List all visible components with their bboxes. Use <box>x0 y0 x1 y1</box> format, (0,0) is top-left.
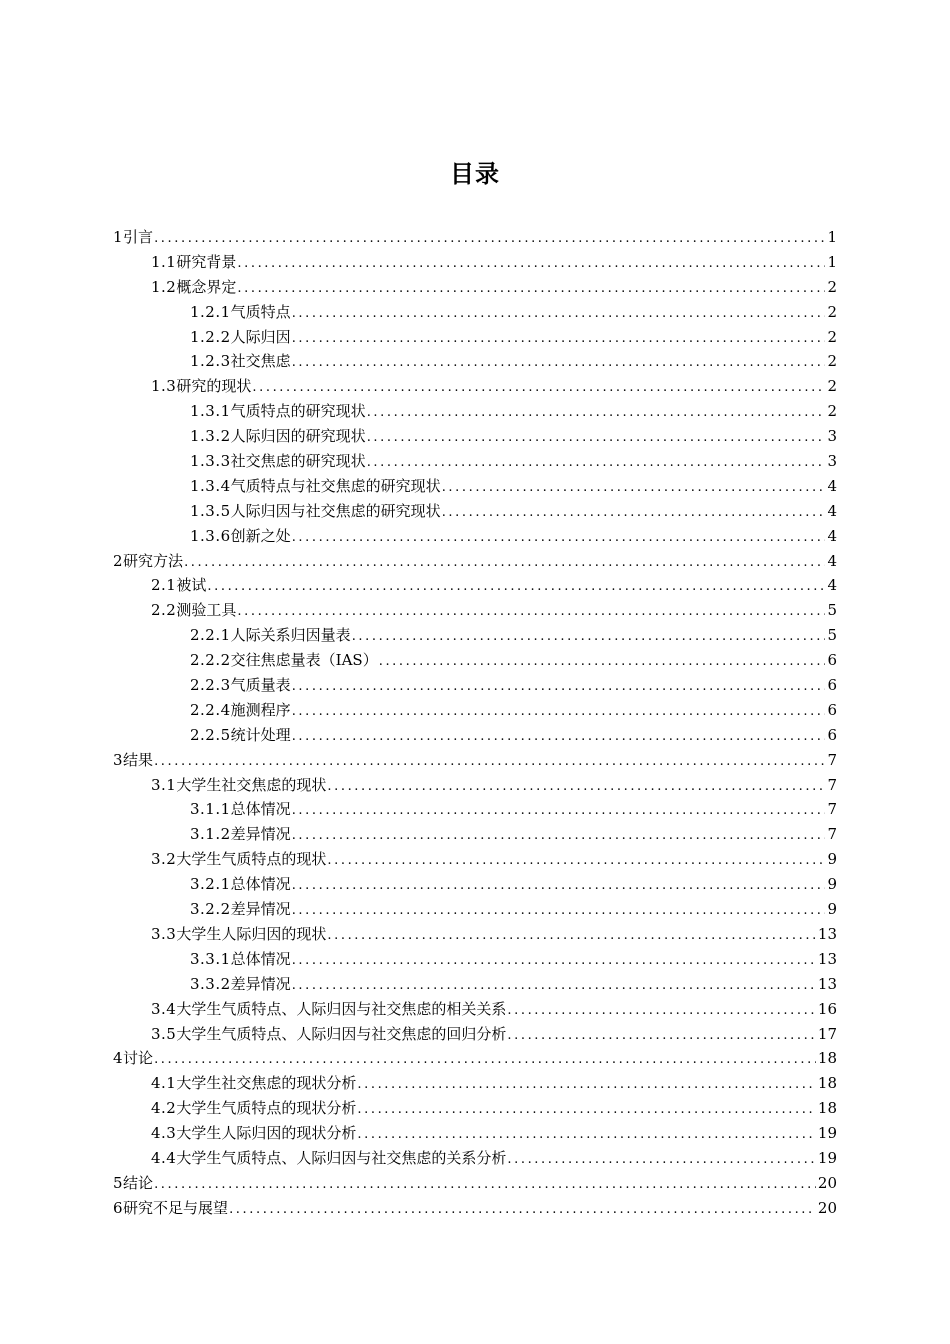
toc-leader-dots <box>237 600 825 625</box>
toc-entry[interactable] <box>113 748 837 773</box>
toc-leader-dots <box>292 725 825 750</box>
toc-entry-page: 3 <box>827 427 837 446</box>
toc-entry-page: 18 <box>817 1074 837 1093</box>
toc-entry-title: 测验工具 <box>176 601 237 620</box>
toc-leader-dots <box>327 775 825 800</box>
toc-leader-dots <box>292 351 825 376</box>
toc-entry-page: 2 <box>827 377 837 396</box>
toc-entry[interactable] <box>113 623 837 648</box>
toc-entry-page: 5 <box>827 626 837 645</box>
toc-leader-dots <box>352 625 825 650</box>
toc-entry-number: 6 <box>113 1198 124 1217</box>
toc-entry-title: 气质量表 <box>230 676 291 695</box>
toc-entry-number: 2 <box>113 551 124 570</box>
toc-entry[interactable] <box>113 549 837 574</box>
toc-entry-number: 3.2 <box>151 850 177 869</box>
toc-entry-page: 19 <box>817 1124 837 1143</box>
toc-leader-dots <box>357 1123 816 1148</box>
toc-entry-number: 5 <box>113 1173 124 1192</box>
toc-leader-dots <box>154 227 825 252</box>
toc-leader-dots <box>327 849 825 874</box>
toc-entry-number: 2.1 <box>151 576 177 595</box>
toc-entry-page: 2 <box>827 352 837 371</box>
toc-leader-dots <box>292 824 825 849</box>
toc-entry-page: 9 <box>827 875 837 894</box>
toc-entry-title: 结果 <box>123 750 154 769</box>
toc-entry-title: 研究背景 <box>176 252 237 271</box>
toc-entry-number: 3.3.2 <box>190 974 231 993</box>
toc-entry-number: 2.2.1 <box>190 626 231 645</box>
toc-entry-title: 大学生气质特点、人际归因与社交焦虑的回归分析 <box>176 1024 507 1043</box>
toc-entry[interactable] <box>113 275 837 300</box>
toc-entry-title: 气质特点 <box>230 302 291 321</box>
toc-entry-number: 4.2 <box>151 1099 177 1118</box>
toc-leader-dots <box>292 302 825 327</box>
toc-entry-number: 1.2.1 <box>190 302 231 321</box>
toc-entry[interactable] <box>113 698 837 723</box>
toc-entry[interactable] <box>113 723 837 748</box>
toc-entry[interactable] <box>113 922 837 947</box>
toc-entry[interactable] <box>113 997 837 1022</box>
toc-entry-title: 人际关系归因量表 <box>230 626 351 645</box>
toc-entry-page: 4 <box>827 526 837 545</box>
toc-leader-dots <box>442 501 825 526</box>
toc-entry-title: 大学生气质特点、人际归因与社交焦虑的关系分析 <box>176 1148 507 1167</box>
toc-entry-number: 3.5 <box>151 1024 177 1043</box>
toc-entry-number: 2.2.4 <box>190 700 231 719</box>
toc-entry[interactable] <box>113 225 837 250</box>
toc-entry-title: 引言 <box>123 228 154 246</box>
toc-entry[interactable] <box>113 399 837 424</box>
toc-entry-number: 3.1 <box>151 775 177 794</box>
toc-leader-dots <box>154 1173 816 1198</box>
toc-entry[interactable] <box>113 1196 837 1221</box>
toc-entry-page: 18 <box>817 1049 837 1068</box>
toc-leader-dots <box>292 974 816 999</box>
toc-entry-page: 6 <box>827 725 837 744</box>
toc-entry-page: 13 <box>817 949 837 968</box>
toc-entry-title: 大学生气质特点的现状 <box>176 850 327 869</box>
toc-leader-dots <box>327 924 816 949</box>
toc-leader-dots <box>292 949 816 974</box>
toc-entry[interactable] <box>113 474 837 499</box>
toc-entry-page: 19 <box>817 1148 837 1167</box>
toc-entry-page: 2 <box>827 402 837 421</box>
toc-entry-number: 1.3.1 <box>190 402 231 421</box>
toc-leader-dots <box>154 1048 816 1073</box>
toc-entry-page: 4 <box>827 501 837 520</box>
toc-entry[interactable] <box>113 1071 837 1096</box>
toc-entry-number: 1.2.2 <box>190 327 231 346</box>
toc-entry[interactable] <box>113 449 837 474</box>
toc-entry[interactable] <box>113 300 837 325</box>
toc-entry-page: 20 <box>817 1173 837 1192</box>
toc-entry-page: 13 <box>817 974 837 993</box>
toc-entry-title: 大学生社交焦虑的现状分析 <box>176 1074 357 1093</box>
toc-entry-page: 16 <box>817 999 837 1018</box>
toc-entry-title: 社交焦虑 <box>230 352 291 371</box>
toc-entry-page: 1 <box>827 252 837 271</box>
toc-entry-page: 13 <box>817 924 837 943</box>
toc-entry-page: 2 <box>827 302 837 321</box>
toc-entry-number: 1.3 <box>151 377 177 396</box>
toc-entry-title: 统计处理 <box>230 725 291 744</box>
toc-entry[interactable] <box>113 1146 837 1171</box>
toc-entry-title: 人际归因与社交焦虑的研究现状 <box>230 501 441 520</box>
toc-entry-number: 1.3.6 <box>190 526 231 545</box>
toc-entry[interactable] <box>113 797 837 822</box>
toc-entry-number: 4.1 <box>151 1074 177 1093</box>
toc-leader-dots <box>292 799 825 824</box>
toc-entry[interactable] <box>113 499 837 524</box>
toc-entry[interactable] <box>113 573 837 598</box>
toc-entry-number: 3.3.1 <box>190 949 231 968</box>
toc-entry-title: 气质特点的研究现状 <box>230 402 366 421</box>
toc-entry-page: 7 <box>827 825 837 844</box>
toc-entry-number: 4.4 <box>151 1148 177 1167</box>
toc-entry-title: 差异情况 <box>230 825 291 844</box>
toc-entry-number: 3.3 <box>151 924 177 943</box>
toc-entry-number: 1.3.3 <box>190 452 231 471</box>
toc-entry-number: 2.2 <box>151 601 177 620</box>
toc-entry-title: 人际归因的研究现状 <box>230 427 366 446</box>
toc-entry-page: 6 <box>827 676 837 695</box>
toc-entry-title: 差异情况 <box>230 974 291 993</box>
toc-entry-page: 4 <box>827 576 837 595</box>
toc-leader-dots <box>252 376 825 401</box>
toc-entry-page: 9 <box>827 850 837 869</box>
toc-entry-title: 大学生社交焦虑的现状 <box>176 775 327 794</box>
toc-entry-title: 讨论 <box>123 1049 154 1068</box>
toc-entry[interactable] <box>113 1171 837 1196</box>
toc-entry-title: 被试 <box>176 576 207 595</box>
toc-entry[interactable] <box>113 773 837 798</box>
toc-leader-dots <box>237 277 825 302</box>
toc-entry-number: 3.4 <box>151 999 177 1018</box>
toc-entry-number: 4 <box>113 1049 124 1068</box>
toc-entry-number: 3.2.1 <box>190 875 231 894</box>
toc-entry-page: 20 <box>817 1198 837 1217</box>
toc-entry-title: 气质特点与社交焦虑的研究现状 <box>230 476 441 495</box>
toc-leader-dots <box>292 675 825 700</box>
toc-entry-page: 5 <box>827 601 837 620</box>
toc-leader-dots <box>207 575 825 600</box>
toc-leader-dots <box>292 700 825 725</box>
toc-entry-title: 施测程序 <box>230 700 291 719</box>
toc-entry[interactable] <box>113 1022 837 1047</box>
toc-leader-dots <box>229 1198 816 1223</box>
toc-entry-page: 7 <box>827 775 837 794</box>
toc-leader-dots <box>379 650 825 675</box>
toc-entry[interactable] <box>113 349 837 374</box>
toc-entry-page: 6 <box>827 700 837 719</box>
toc-leader-dots <box>507 1148 816 1173</box>
toc-entry[interactable] <box>113 1046 837 1071</box>
toc-entry-page: 2 <box>827 327 837 346</box>
toc-entry-title: 结论 <box>123 1173 154 1192</box>
toc-entry-page: 6 <box>827 651 837 670</box>
toc-entry-title: 大学生气质特点、人际归因与社交焦虑的相关关系 <box>176 999 507 1018</box>
toc-entry-page: 1 <box>827 228 837 246</box>
toc-entry[interactable] <box>113 847 837 872</box>
toc-entry-page: 4 <box>827 476 837 495</box>
toc-leader-dots <box>184 551 825 576</box>
toc-entry-page: 3 <box>827 452 837 471</box>
toc-entry-title: 总体情况 <box>230 949 291 968</box>
toc-entry-number: 1.2.3 <box>190 352 231 371</box>
toc-title: 目录 <box>450 160 500 188</box>
toc-entry-number: 1.1 <box>151 252 177 271</box>
toc-entry-title: 概念界定 <box>176 277 237 296</box>
toc-entry-number: 1.2 <box>151 277 177 296</box>
toc-entry[interactable] <box>113 250 837 275</box>
toc-leader-dots <box>367 426 825 451</box>
toc-entry-title: 创新之处 <box>230 526 291 545</box>
toc-entry[interactable] <box>113 897 837 922</box>
toc-entry-number: 1.3.5 <box>190 501 231 520</box>
toc-leader-dots <box>292 899 825 924</box>
toc-leader-dots <box>292 874 825 899</box>
toc-entry-number: 1 <box>113 228 124 246</box>
toc-leader-dots <box>507 999 816 1024</box>
toc-entry-title: 大学生人际归因的现状 <box>176 924 327 943</box>
toc-leader-dots <box>507 1024 816 1049</box>
toc-entry[interactable] <box>113 374 837 399</box>
toc-entry-title: 交往焦虑量表（IAS） <box>230 651 378 670</box>
toc-entry-page: 7 <box>827 750 837 769</box>
toc-entry-title: 大学生气质特点的现状分析 <box>176 1099 357 1118</box>
toc-entry[interactable] <box>113 972 837 997</box>
toc-entry-page: 17 <box>817 1024 837 1043</box>
toc-entry-number: 2.2.3 <box>190 676 231 695</box>
toc-leader-dots <box>357 1098 816 1123</box>
toc-entry-page: 18 <box>817 1099 837 1118</box>
toc-entry-number: 1.3.4 <box>190 476 231 495</box>
toc-entry[interactable] <box>113 424 837 449</box>
toc-entry[interactable] <box>113 822 837 847</box>
toc-leader-dots <box>292 327 825 352</box>
toc-entry[interactable] <box>113 524 837 549</box>
toc-entry-number: 3 <box>113 750 124 769</box>
toc-entry-title: 总体情况 <box>230 800 291 819</box>
toc-entry[interactable] <box>113 1096 837 1121</box>
toc-entry[interactable] <box>113 872 837 897</box>
toc-entry-title: 研究的现状 <box>176 377 252 396</box>
toc-leader-dots <box>237 252 825 277</box>
toc-entry-page: 7 <box>827 800 837 819</box>
toc-entry-title: 研究不足与展望 <box>123 1198 229 1217</box>
toc-entry-title: 社交焦虑的研究现状 <box>230 452 366 471</box>
toc-entry[interactable] <box>113 325 837 350</box>
toc-leader-dots <box>442 476 825 501</box>
toc-leader-dots <box>292 526 825 551</box>
toc-entry[interactable] <box>113 1121 837 1146</box>
toc-leader-dots <box>367 451 825 476</box>
toc-entry-number: 4.3 <box>151 1124 177 1143</box>
toc-entry-number: 2.2.2 <box>190 651 231 670</box>
toc-leader-dots <box>367 401 825 426</box>
toc-entry-title: 人际归因 <box>230 327 291 346</box>
toc-entry-title: 差异情况 <box>230 900 291 919</box>
table-of-contents <box>113 225 837 1221</box>
toc-entry-number: 3.2.2 <box>190 900 231 919</box>
toc-entry-title: 总体情况 <box>230 875 291 894</box>
toc-entry-number: 3.1.2 <box>190 825 231 844</box>
toc-entry[interactable] <box>113 598 837 623</box>
toc-entry-page: 4 <box>827 551 837 570</box>
toc-entry-page: 9 <box>827 900 837 919</box>
toc-entry-number: 1.3.2 <box>190 427 231 446</box>
toc-leader-dots <box>357 1073 816 1098</box>
toc-entry-number: 3.1.1 <box>190 800 231 819</box>
toc-entry[interactable] <box>113 648 837 673</box>
toc-leader-dots <box>154 750 825 775</box>
toc-entry[interactable] <box>113 673 837 698</box>
toc-entry-title: 大学生人际归因的现状分析 <box>176 1124 357 1143</box>
toc-entry-number: 2.2.5 <box>190 725 231 744</box>
toc-entry-page: 2 <box>827 277 837 296</box>
toc-entry[interactable] <box>113 947 837 972</box>
toc-entry-title: 研究方法 <box>123 551 184 570</box>
